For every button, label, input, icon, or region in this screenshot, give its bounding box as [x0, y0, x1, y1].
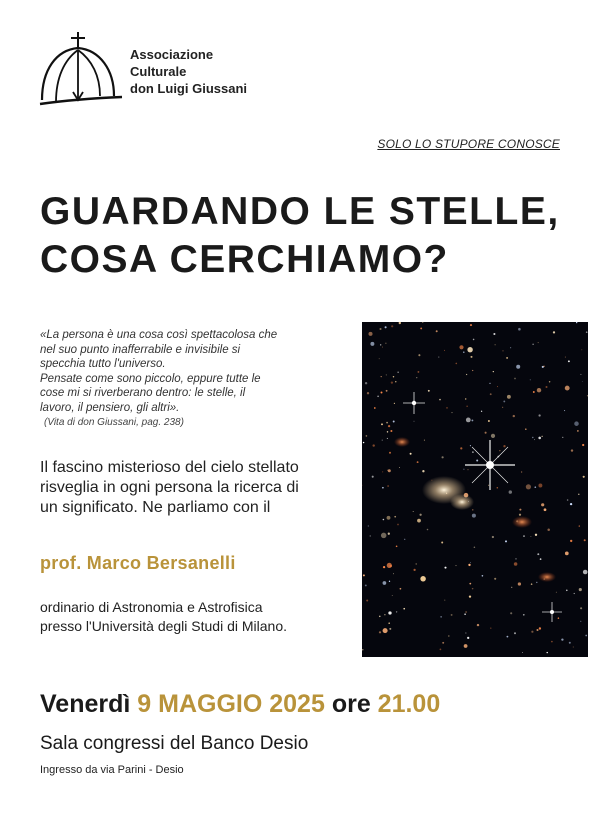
star-dot — [463, 351, 464, 352]
star-dot — [389, 628, 391, 630]
star-dot — [393, 573, 394, 574]
star-dot — [513, 415, 515, 417]
star-dot — [471, 419, 473, 421]
star-dot — [569, 642, 571, 644]
star-dot — [565, 552, 569, 556]
star-dot — [525, 428, 527, 430]
star-dot — [397, 524, 399, 526]
star-dot — [393, 421, 395, 423]
star-dot — [385, 326, 387, 328]
star-dot — [442, 642, 444, 644]
star-dot — [465, 398, 466, 399]
star-dot — [390, 430, 392, 432]
star-dot — [368, 525, 369, 526]
star-dot — [495, 344, 496, 345]
star-dot — [523, 535, 524, 536]
organization-name-line: don Luigi Giussani — [130, 81, 247, 96]
star-dot — [583, 570, 588, 575]
star-dot — [381, 392, 383, 394]
star-dot — [363, 574, 365, 576]
organization-name-line: Culturale — [130, 64, 187, 79]
star-dot — [565, 386, 570, 391]
star-dot — [381, 533, 387, 539]
star-dot — [381, 376, 382, 377]
quote-line: cose mi si riverberano dentro: le stelle, il — [40, 387, 246, 399]
star-dot — [455, 363, 457, 365]
star-dot — [379, 358, 380, 359]
star-dot — [582, 381, 583, 382]
star-dot — [387, 431, 388, 432]
star-dot — [472, 509, 473, 510]
star-dot — [506, 357, 508, 359]
star-dot — [490, 393, 492, 395]
star-dot — [387, 438, 388, 439]
star-dot — [444, 600, 445, 601]
intro-line: risveglia in ogni persona la ricerca di — [40, 479, 299, 496]
star-dot — [530, 379, 531, 380]
star-dot — [374, 407, 376, 409]
star-dot — [547, 529, 550, 532]
star-dot — [519, 514, 521, 516]
star-dot — [428, 390, 430, 392]
star-dot — [464, 613, 466, 615]
star-dot — [570, 540, 572, 542]
star-dot — [538, 414, 540, 416]
star-dot — [553, 331, 555, 333]
star-dot — [489, 383, 490, 384]
star-dot — [541, 503, 544, 506]
star-dot — [418, 354, 420, 356]
star-dot — [522, 652, 523, 653]
star-dot — [386, 422, 388, 424]
star-dot — [545, 386, 547, 388]
star-dot — [547, 652, 548, 653]
star-dot — [488, 485, 489, 486]
star-dot — [505, 540, 507, 542]
star-dot — [386, 374, 387, 375]
star-dot — [365, 382, 367, 384]
star-dot — [459, 345, 463, 349]
star-dot — [499, 450, 500, 451]
deep-field-galaxy-image — [362, 322, 588, 657]
star-dot — [387, 485, 389, 487]
speaker-role-line: presso l'Università degli Studi di Milano. — [40, 618, 288, 634]
star-dot — [564, 410, 565, 411]
speaker-role — [40, 598, 360, 636]
star-dot — [413, 569, 415, 571]
star-dot — [571, 449, 573, 451]
star-dot — [380, 344, 381, 345]
star-dot — [502, 407, 503, 408]
star-dot — [576, 322, 577, 323]
star-dot — [368, 332, 372, 336]
star-dot — [538, 342, 539, 343]
star-dot — [446, 407, 447, 408]
star-dot — [384, 614, 385, 615]
star-dot — [382, 440, 383, 441]
star-dot — [584, 539, 586, 541]
star-dot — [526, 484, 531, 489]
star-dot — [389, 452, 391, 454]
star-dot — [474, 547, 476, 549]
star-dot — [573, 646, 574, 647]
star-dot — [544, 508, 547, 511]
star-dot — [514, 378, 516, 380]
star-dot — [469, 583, 471, 585]
star-dot — [510, 347, 511, 348]
star-dot — [366, 599, 368, 601]
star-dot — [367, 392, 369, 394]
star-dot — [385, 343, 386, 344]
star-dot — [491, 434, 495, 438]
star-dot — [581, 349, 582, 350]
star-dot — [561, 638, 563, 640]
star-dot — [585, 635, 587, 637]
star-dot — [515, 558, 516, 559]
star-dot — [467, 469, 468, 470]
star-dot — [383, 628, 388, 633]
star-dot — [533, 391, 535, 393]
star-dot — [439, 399, 441, 401]
star-dot — [464, 644, 468, 648]
star-dot — [531, 631, 533, 633]
star-dot — [540, 558, 542, 560]
star-dot — [400, 588, 402, 590]
star-dot — [387, 470, 388, 471]
star-dot — [566, 590, 568, 592]
star-dot — [485, 432, 487, 434]
star-dot — [394, 403, 395, 404]
star-dot — [470, 356, 472, 358]
star-dot — [534, 439, 535, 440]
star-dot — [577, 430, 579, 432]
star-dot — [497, 386, 498, 387]
star-dot — [558, 617, 560, 619]
star-dot — [417, 519, 421, 523]
event-date: 9 MAGGIO 2025 — [137, 690, 325, 718]
star-dot — [511, 587, 512, 588]
star-dot — [460, 447, 462, 449]
star-dot — [470, 324, 472, 326]
star-dot — [392, 595, 393, 596]
speaker-role-line: ordinario di Astronomia e Astrofisica — [40, 599, 263, 615]
star-dot — [562, 437, 563, 438]
star-dot — [441, 542, 443, 544]
speaker-name: prof. Marco Bersanelli — [40, 553, 236, 573]
star-dot — [472, 588, 474, 590]
star-dot — [391, 325, 393, 327]
star-dot — [538, 437, 541, 440]
star-dot — [469, 595, 471, 597]
star-dot — [362, 649, 363, 650]
star-dot — [388, 533, 390, 535]
organization-name-line: Associazione — [130, 47, 214, 62]
star-dot — [387, 516, 391, 520]
event-date-time — [40, 690, 440, 719]
star-dot — [536, 629, 538, 631]
star-dot — [465, 633, 466, 634]
star-dot — [549, 381, 550, 382]
star-dot — [370, 342, 374, 346]
star-dot — [492, 536, 494, 538]
tagline: SOLO LO STUPORE CONOSCE — [377, 137, 560, 151]
star-dot — [436, 330, 438, 332]
star-dot — [579, 588, 582, 591]
star-dot — [516, 365, 520, 369]
intro-line: un significato. Ne parliamo con il — [40, 499, 271, 516]
star-dot — [388, 611, 391, 614]
star-dot — [586, 331, 588, 333]
star-dot — [510, 612, 512, 614]
page-title-line: GUARDANDO LE STELLE, — [40, 190, 560, 233]
association-logo-icon — [38, 30, 124, 108]
star-dot — [438, 357, 439, 358]
star-dot — [424, 440, 425, 441]
event-venue: Sala congressi del Banco Desio — [40, 733, 309, 754]
star-dot — [536, 582, 537, 583]
star-dot — [466, 374, 467, 375]
star-dot — [382, 487, 384, 489]
star-dot — [493, 333, 495, 335]
star-dot — [503, 445, 505, 447]
star-dot — [537, 388, 541, 392]
star-dot — [382, 471, 383, 472]
star-dot — [448, 635, 450, 637]
star-dot — [493, 371, 494, 372]
star-dot — [514, 632, 516, 634]
star-dot — [388, 622, 390, 624]
star-dot — [388, 425, 390, 427]
star-dot — [583, 476, 585, 478]
star-dot — [481, 411, 482, 412]
star-dot — [519, 509, 521, 511]
star-dot — [476, 459, 478, 461]
star-dot — [543, 365, 545, 367]
star-dot — [413, 421, 414, 422]
star-dot — [580, 621, 581, 622]
star-dot — [387, 563, 392, 568]
quote-line: «La persona è una cosa così spettacolosa che — [40, 329, 278, 341]
star-dot — [393, 376, 394, 377]
star-dot — [422, 470, 424, 472]
star-dot — [531, 583, 533, 585]
star-dot — [472, 514, 476, 518]
star-dot — [482, 575, 484, 577]
star-dot — [370, 535, 371, 536]
event-time: 21.00 — [377, 690, 441, 718]
star-dot — [427, 529, 429, 531]
star-dot — [570, 503, 572, 505]
star-dot — [440, 649, 442, 651]
star-dot — [386, 390, 388, 392]
quote-line: nel suo punto inafferrabile e invisibile si — [40, 343, 241, 356]
star-dot — [452, 412, 453, 413]
star-dot — [463, 469, 464, 470]
star-dot — [534, 486, 536, 488]
star-dot — [556, 592, 557, 593]
star-dot — [470, 562, 471, 563]
star-dot — [442, 456, 444, 458]
star-dot — [532, 344, 533, 345]
star-dot — [523, 614, 525, 616]
star-dot — [567, 499, 569, 501]
intro-line: Il fascino misterioso del cielo stellato — [40, 459, 299, 476]
star-dot — [477, 624, 479, 626]
star-dot — [465, 611, 467, 613]
star-dot — [518, 328, 521, 331]
star-dot — [415, 563, 416, 564]
star-dot — [419, 514, 421, 516]
star-dot — [467, 347, 472, 352]
star-dot — [444, 350, 445, 351]
star-dot — [488, 420, 490, 422]
star-dot — [363, 442, 365, 444]
star-dot — [389, 581, 390, 582]
star-dot — [537, 553, 539, 555]
star-dot — [565, 357, 566, 358]
intro-text — [40, 458, 360, 518]
star-dot — [473, 339, 475, 341]
star-dot — [497, 487, 499, 489]
star-dot — [396, 545, 398, 547]
star-dot — [399, 467, 400, 468]
quote-line: specchia tutto l'universo. — [40, 358, 166, 370]
star-dot — [396, 611, 397, 612]
star-dot — [404, 539, 405, 540]
quote-block — [40, 328, 340, 415]
star-dot — [580, 374, 581, 375]
star-dot — [377, 395, 379, 397]
star-dot — [535, 534, 537, 536]
star-dot — [521, 471, 522, 472]
event-day: Venerdì — [40, 690, 131, 718]
star-dot — [518, 582, 521, 585]
star-dot — [372, 476, 374, 478]
star-dot — [365, 584, 367, 586]
star-dot — [422, 322, 423, 323]
star-dot — [383, 519, 385, 521]
star-dot — [472, 451, 474, 453]
star-dot — [451, 614, 453, 616]
star-dot — [417, 461, 419, 463]
star-dot — [416, 377, 417, 378]
page-title — [40, 188, 560, 284]
star-dot — [383, 581, 387, 585]
star-dot — [379, 616, 380, 617]
star-dot — [382, 347, 383, 348]
star-dot — [568, 360, 570, 362]
star-dot — [398, 372, 399, 373]
star-dot — [574, 593, 575, 594]
star-dot — [395, 381, 396, 382]
star-dot — [379, 631, 381, 633]
star-dot — [388, 469, 391, 472]
star-dot — [539, 627, 541, 629]
event-time-prefix: ore — [331, 690, 371, 718]
star-dot — [381, 423, 383, 425]
star-dot — [467, 637, 469, 639]
star-dot — [580, 607, 582, 609]
star-dot — [444, 567, 446, 569]
star-dot — [472, 370, 473, 371]
star-dot — [467, 406, 468, 407]
star-dot — [383, 566, 385, 568]
star-dot — [509, 490, 512, 493]
star-dot — [373, 444, 375, 446]
star-dot — [466, 417, 471, 422]
organization-name — [130, 46, 247, 97]
star-dot — [420, 576, 426, 582]
star-dot — [455, 565, 456, 566]
star-dot — [470, 445, 471, 446]
star-dot — [468, 564, 470, 566]
star-dot — [532, 437, 533, 438]
star-dot — [417, 371, 419, 373]
event-entrance: Ingresso da via Parini - Desio — [40, 764, 184, 776]
star-dot — [420, 327, 422, 329]
star-dot — [574, 421, 579, 426]
star-dot — [538, 484, 542, 488]
star-dot — [440, 616, 441, 617]
star-dot — [542, 436, 543, 437]
quote-source: (Vita di don Giussani, pag. 238) — [44, 417, 184, 428]
star-dot — [551, 641, 553, 643]
star-dot — [410, 453, 412, 455]
star-dot — [503, 350, 504, 351]
star-dot — [413, 511, 414, 512]
star-dot — [582, 444, 584, 446]
star-dot — [579, 525, 580, 526]
page-title-line: COSA CERCHIAMO? — [40, 238, 449, 281]
star-dot — [507, 395, 511, 399]
star-dot — [394, 516, 396, 518]
star-dot — [403, 608, 405, 610]
star-dot — [379, 328, 381, 330]
star-dot — [578, 494, 579, 495]
quote-line: Pensate come sono piccolo, eppure tutte le — [40, 372, 261, 385]
star-dot — [514, 562, 518, 566]
star-dot — [507, 636, 509, 638]
star-dot — [391, 381, 393, 383]
star-dot — [530, 536, 531, 537]
star-dot — [366, 435, 368, 437]
quote-line: lavoro, il pensiero, gli altri». — [40, 401, 180, 414]
star-dot — [503, 400, 505, 402]
star-dot — [494, 578, 496, 580]
star-dot — [490, 627, 491, 628]
